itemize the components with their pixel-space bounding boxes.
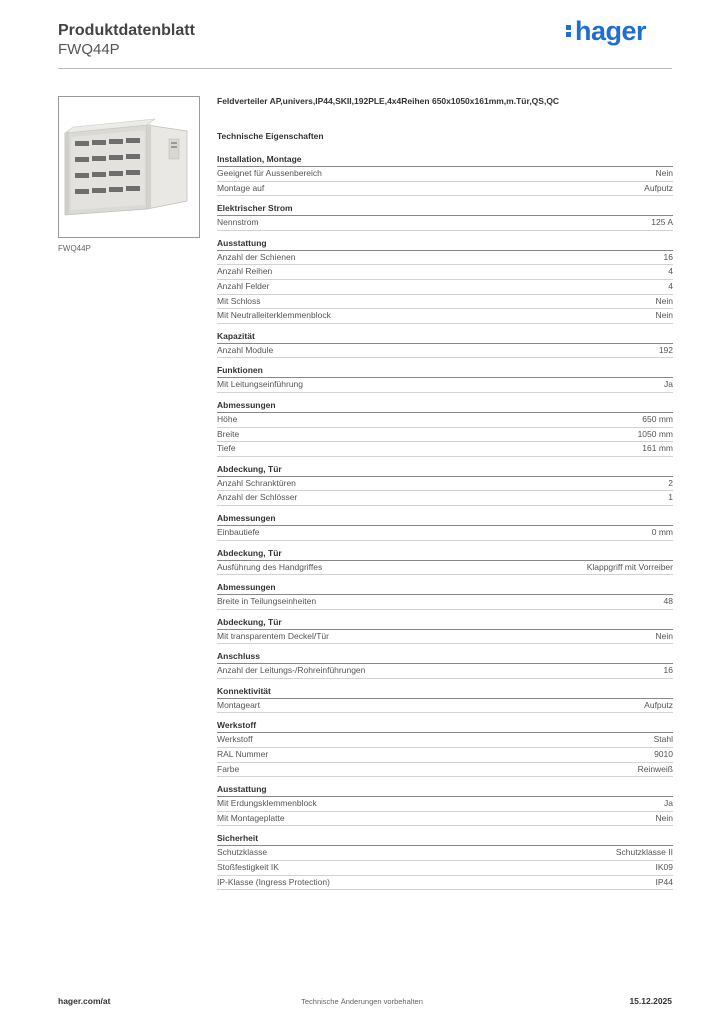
section-title: Ausstattung <box>217 784 673 797</box>
property-value: Klappgriff mit Vorreiber <box>586 561 673 572</box>
section-title: Installation, Montage <box>217 154 673 167</box>
footer-website: hager.com/at <box>58 996 111 1006</box>
property-section <box>217 833 673 890</box>
property-section <box>217 784 673 826</box>
property-row <box>217 526 673 541</box>
property-row <box>217 182 673 197</box>
page-title: Produktdatenblatt <box>58 22 195 39</box>
property-value: 16 <box>663 665 673 676</box>
hager-logo <box>566 16 646 47</box>
property-label: Mit Schloss <box>217 295 261 306</box>
property-label: Montageart <box>217 699 260 710</box>
logo-dots-icon <box>566 23 572 39</box>
property-section <box>217 154 673 196</box>
property-value: Ja <box>664 379 673 390</box>
property-value: Reinweiß <box>637 763 673 774</box>
property-value: 4 <box>668 280 673 291</box>
property-section <box>217 513 673 541</box>
property-label: Anzahl Felder <box>217 280 270 291</box>
property-value: Aufputz <box>644 699 673 710</box>
property-label: Höhe <box>217 413 238 424</box>
section-title: Abdeckung, Tür <box>217 617 673 630</box>
section-title: Anschluss <box>217 651 673 664</box>
property-label: Farbe <box>217 763 240 774</box>
property-label: Breite <box>217 428 240 439</box>
property-value: 4 <box>668 266 673 277</box>
property-value: 1 <box>668 492 673 503</box>
footer-notice: Technische Änderungen vorbehalten <box>301 997 423 1006</box>
property-row <box>217 167 673 182</box>
property-section <box>217 617 673 645</box>
property-sections <box>217 154 673 890</box>
property-label: Mit transparentem Deckel/Tür <box>217 630 329 641</box>
property-label: Anzahl Reihen <box>217 266 273 277</box>
property-value: Nein <box>655 295 673 306</box>
product-image-caption: FWQ44P <box>58 244 91 253</box>
property-row <box>217 442 673 457</box>
section-title: Sicherheit <box>217 833 673 846</box>
property-value: 192 <box>658 344 673 355</box>
property-section <box>217 464 673 506</box>
section-title: Abmessungen <box>217 513 673 526</box>
property-section <box>217 548 673 576</box>
section-title: Abdeckung, Tür <box>217 548 673 561</box>
property-value: 161 mm <box>642 443 673 454</box>
property-label: Anzahl Schranktüren <box>217 477 296 488</box>
property-value: 650 mm <box>642 413 673 424</box>
technical-properties-heading: Technische Eigenschaften <box>217 131 324 141</box>
property-row <box>217 561 673 576</box>
property-row <box>217 699 673 714</box>
property-label: Nennstrom <box>217 217 259 228</box>
property-value: Ja <box>664 798 673 809</box>
property-row <box>217 797 673 812</box>
property-row <box>217 491 673 506</box>
property-value: 9010 <box>654 749 673 760</box>
property-label: Anzahl der Leitungs-/Rohreinführungen <box>217 665 366 676</box>
property-label: Stoßfestigkeit IK <box>217 862 279 873</box>
property-section <box>217 651 673 679</box>
property-section <box>217 400 673 457</box>
property-section <box>217 686 673 714</box>
property-row <box>217 413 673 428</box>
property-value: Stahl <box>653 734 673 745</box>
property-row <box>217 428 673 443</box>
property-value: Nein <box>655 812 673 823</box>
product-code: FWQ44P <box>58 41 120 58</box>
property-value: Aufputz <box>644 182 673 193</box>
property-label: Schutzklasse <box>217 847 268 858</box>
property-value: 16 <box>663 251 673 262</box>
property-label: Mit Leitungseinführung <box>217 379 304 390</box>
property-label: Mit Montageplatte <box>217 812 285 823</box>
property-row <box>217 664 673 679</box>
property-row <box>217 763 673 778</box>
property-row <box>217 280 673 295</box>
distribution-cabinet-image <box>59 97 199 237</box>
property-label: Anzahl der Schlösser <box>217 492 298 503</box>
property-value: 0 mm <box>651 526 673 537</box>
section-title: Konnektivität <box>217 686 673 699</box>
property-value: Nein <box>655 630 673 641</box>
property-row <box>217 265 673 280</box>
section-title: Abdeckung, Tür <box>217 464 673 477</box>
section-title: Ausstattung <box>217 238 673 251</box>
property-section <box>217 582 673 610</box>
property-value: Nein <box>655 310 673 321</box>
property-label: Ausführung des Handgriffes <box>217 561 323 572</box>
property-row <box>217 812 673 827</box>
property-section <box>217 203 673 231</box>
section-title: Funktionen <box>217 365 673 378</box>
property-row <box>217 630 673 645</box>
property-row <box>217 733 673 748</box>
property-label: Mit Neutralleiterklemmenblock <box>217 310 331 321</box>
section-title: Abmessungen <box>217 400 673 413</box>
header-divider <box>58 68 672 69</box>
property-row <box>217 861 673 876</box>
property-label: Einbautiefe <box>217 526 260 537</box>
property-row <box>217 309 673 324</box>
product-description: Feldverteiler AP,univers,IP44,SKII,192PLE,4x4Reihen 650x1050x161mm,m.Tür,QS,QC <box>217 96 560 106</box>
property-label: Geeignet für Aussenbereich <box>217 168 322 178</box>
property-label: Mit Erdungsklemmenblock <box>217 798 317 809</box>
property-value: IK09 <box>655 862 673 873</box>
property-value: Schutzklasse II <box>615 847 673 858</box>
datasheet-content <box>217 96 673 890</box>
property-value: Nein <box>655 168 673 178</box>
property-label: IP-Klasse (Ingress Protection) <box>217 876 330 887</box>
product-image-frame <box>58 96 200 238</box>
section-title: Kapazität <box>217 331 673 344</box>
property-section <box>217 331 673 359</box>
section-title: Elektrischer Strom <box>217 203 673 216</box>
property-row <box>217 216 673 231</box>
property-row <box>217 344 673 359</box>
property-label: Tiefe <box>217 443 236 454</box>
property-row <box>217 378 673 393</box>
section-title: Abmessungen <box>217 582 673 595</box>
property-section <box>217 365 673 393</box>
property-row <box>217 748 673 763</box>
property-row <box>217 477 673 492</box>
property-value: 1050 mm <box>637 428 673 439</box>
property-row <box>217 846 673 861</box>
property-label: RAL Nummer <box>217 749 269 760</box>
property-label: Breite in Teilungseinheiten <box>217 596 317 607</box>
property-label: Anzahl der Schienen <box>217 251 296 262</box>
logo-text: hager <box>575 16 647 46</box>
property-row <box>217 595 673 610</box>
property-row <box>217 251 673 266</box>
property-label: Anzahl Module <box>217 344 274 355</box>
section-title: Werkstoff <box>217 720 673 733</box>
property-section <box>217 720 673 777</box>
property-value: 125 A <box>651 217 673 228</box>
property-value: IP44 <box>655 876 673 887</box>
footer-date: 15.12.2025 <box>629 996 672 1006</box>
property-value: 2 <box>668 477 673 488</box>
property-section <box>217 238 673 324</box>
property-label: Werkstoff <box>217 734 253 745</box>
property-row <box>217 295 673 310</box>
property-row <box>217 876 673 891</box>
property-value: 48 <box>663 596 673 607</box>
property-label: Montage auf <box>217 182 265 193</box>
